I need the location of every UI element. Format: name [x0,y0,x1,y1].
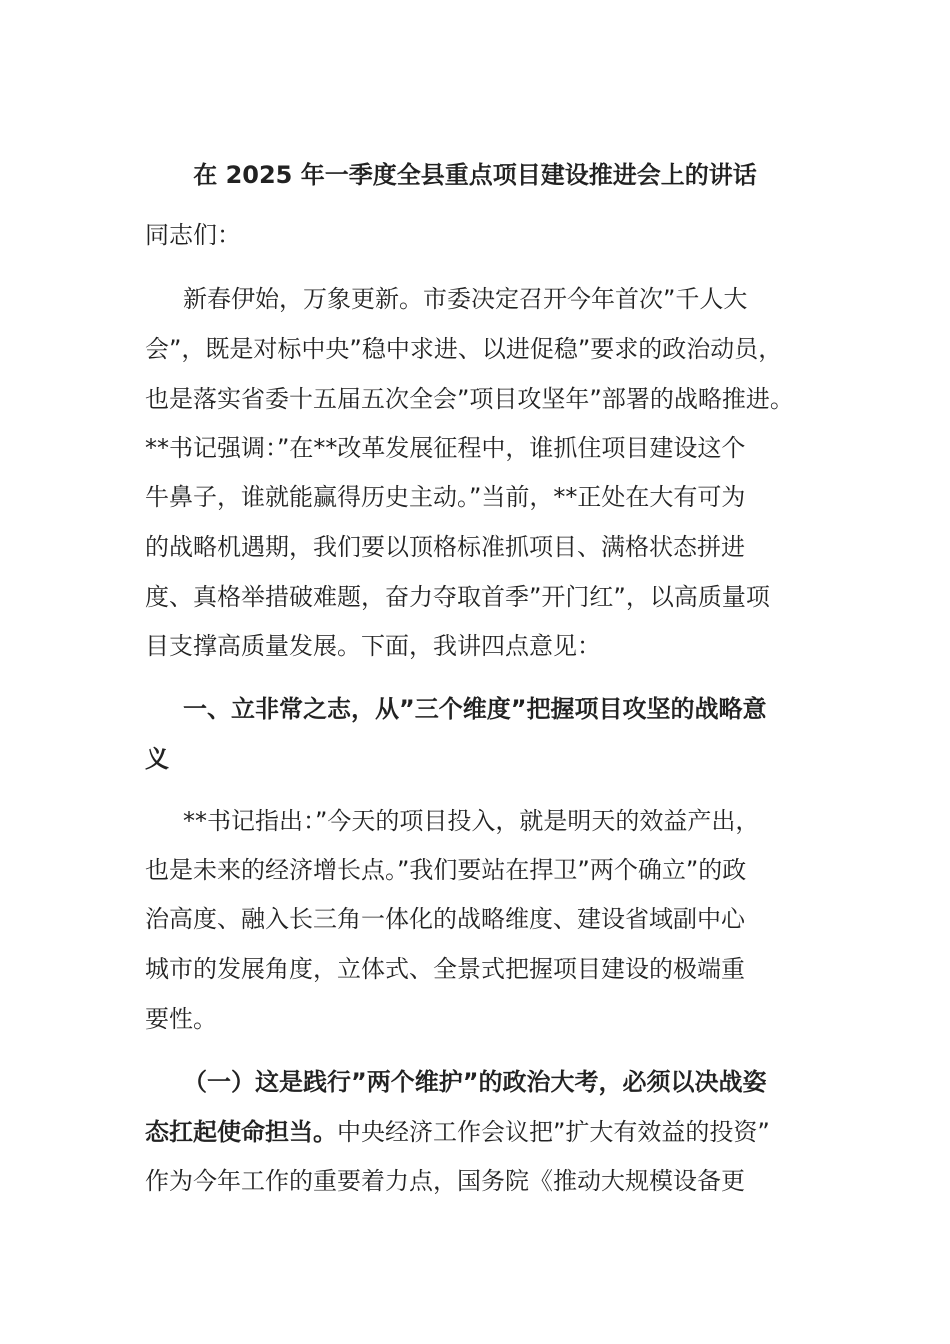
paragraph-1-line: **书记强调：”在**改革发展征程中，谁抓住项目建设这个 [145,434,746,462]
paragraph-2-line: 治高度、融入长三角一体化的战略维度、建设省域副中心 [145,905,745,933]
document-title: 在 2025 年一季度全县重点项目建设推进会上的讲话 [193,161,757,189]
paragraph-2-line: 城市的发展角度，立体式、全景式把握项目建设的极端重 [145,955,745,983]
paragraph-3-text: 中央经济工作会议把”扩大有效益的投资” [337,1118,770,1146]
paragraph-1-line: 度、真格举措破难题，奋力夺取首季”开门红”，以高质量项 [145,583,770,611]
paragraph-2-line: **书记指出：”今天的项目投入，就是明天的效益产出， [183,807,760,835]
paragraph-1-line: 会”，既是对标中央”稳中求进、以进促稳”要求的政治动员， [145,335,783,363]
paragraph-2-line: 也是未来的经济增长点。”我们要站在捍卫”两个确立”的政 [145,856,747,884]
paragraph-1-line: 牛鼻子，谁就能赢得历史主动。”当前，**正处在大有可为 [145,483,746,511]
section-heading-1-cont: 义 [145,745,169,773]
section-heading-1: 一、立非常之志，从”三个维度”把握项目攻坚的战略意 [183,695,767,723]
paragraph-1-line: 目支撑高质量发展。下面，我讲四点意见： [145,632,601,660]
salutation: 同志们： [145,221,241,249]
subheading-1: （一）这是践行”两个维护”的政治大考，必须以决战姿 [183,1068,767,1096]
paragraph-1-line: 的战略机遇期，我们要以顶格标准抓项目、满格状态拼进 [145,533,745,561]
paragraph-1-line: 新春伊始，万象更新。市委决定召开今年首次”千人大 [183,285,748,313]
paragraph-1-line: 也是落实省委十五届五次全会”项目攻坚年”部署的战略推进。 [145,385,794,413]
paragraph-3-line [145,1112,770,1152]
subheading-1-cont: 态扛起使命担当。 [145,1118,337,1146]
paragraph-2-line: 要性。 [145,1005,217,1033]
paragraph-3-line: 作为今年工作的重要着力点，国务院《推动大规模设备更 [145,1167,745,1195]
